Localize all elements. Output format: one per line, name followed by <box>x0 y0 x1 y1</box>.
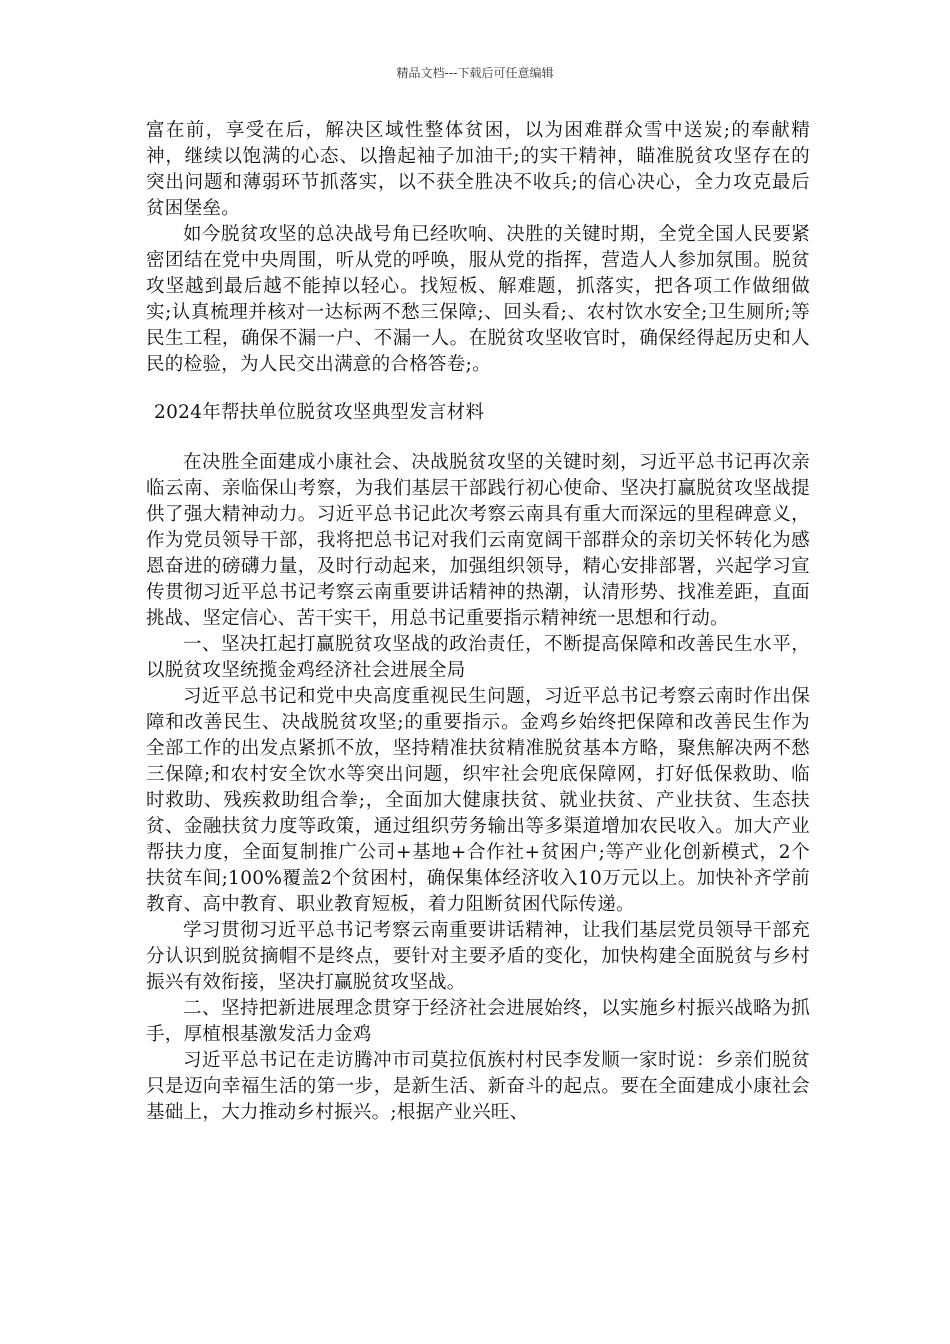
document-body <box>146 118 810 1126</box>
header-note: 精品文档---下载后可任意编辑 <box>396 66 554 80</box>
section-heading: 二、坚持把新进展理念贯穿于经济社会进展始终，以实施乡村振兴战略为抓手，厚植根基激发活力金鸡 <box>146 998 810 1045</box>
paragraph: 在决胜全面建成小康社会、决战脱贫攻坚的关键时刻，习近平总书记再次亲临云南、亲临保山考察，为我们基层干部践行初心使命、坚决打赢脱贫攻坚战提供了强大精神动力。习近平总书记此次考察云南具有重大而深远的里程碑意义，作为党员领导干部，我将把总书记对我们云南宽阔干部群众的亲切关怀转化为感恩奋进的磅礴力量，及时行动起来，加强组织领导，精心安排部署，兴起学习宣传贯彻习近平总书记考察云南重要讲话精神的热潮，认清形势、找准差距，直面挑战、坚定信心、苦干实干，用总书记重要指示精神统一思想和行动。 <box>146 452 810 629</box>
paragraph: 习近平总书记在走访腾冲市司莫拉佤族村村民李发顺一家时说：乡亲们脱贫只是迈向幸福生活的第一步，是新生活、新奋斗的起点。要在全面建成小康社会基础上，大力推动乡村振兴。;根据产业兴旺、 <box>146 1050 810 1123</box>
paragraph: 习近平总书记和党中央高度重视民生问题，习近平总书记考察云南时作出保障和改善民生、决战脱贫攻坚;的重要指示。金鸡乡始终把保障和改善民生作为全部工作的出发点紧抓不放，坚持精准扶贫精准脱贫基本方略，聚焦解决两不愁三保障;和农村安全饮水等突出问题，织牢社会兜底保障网，打好低保救助、临时救助、残疾救助组合拳;，全面加大健康扶贫、就业扶贫、产业扶贫、生态扶贫、金融扶贫力度等政策，通过组织劳务输出等多渠道增加农民收入。加大产业帮扶力度，全面复制推广公司+基地+合作社+贫困户;等产业化创新模式，2个扶贫车间;100%覆盖2个贫困村，确保集体经济收入10万元以上。加快补齐学前教育、高中教育、职业教育短板，着力阻断贫困代际传递。 <box>146 686 810 915</box>
document-title: 2024年帮扶单位脱贫攻坚典型发言材料 <box>154 402 485 423</box>
paragraph: 如今脱贫攻坚的总决战号角已经吹响、决胜的关键时期，全党全国人民要紧密团结在党中央周围，听从党的呼唤，服从党的指挥，营造人人参加氛围。脱贫攻坚越到最后越不能掉以轻心。找短板、解难题，抓落实，把各项工作做细做实;认真梳理并核对一达标两不愁三保障;、回头看;、农村饮水安全;卫生厕所;等民生工程，确保不漏一户、不漏一人。在脱贫攻坚收官时，确保经得起历史和人民的检验，为人民交出满意的合格答卷;。 <box>146 224 810 375</box>
paragraph: 富在前，享受在后，解决区域性整体贫困，以为困难群众雪中送炭;的奉献精神，继续以饱满的心态、以撸起袖子加油干;的实干精神，瞄准脱贫攻坚存在的突出问题和薄弱环节抓落实，以不获全胜决不收兵;的信心决心，全力攻克最后贫困堡垒。 <box>146 120 810 219</box>
paragraph: 学习贯彻习近平总书记考察云南重要讲话精神，让我们基层党员领导干部充分认识到脱贫摘帽不是终点，要针对主要矛盾的变化，加快构建全面脱贫与乡村振兴有效衔接，坚决打赢脱贫攻坚战。 <box>146 920 810 993</box>
section-heading: 一、坚决扛起打赢脱贫攻坚战的政治责任，不断提高保障和改善民生水平，以脱贫攻坚统揽金鸡经济社会进展全局 <box>146 634 810 681</box>
